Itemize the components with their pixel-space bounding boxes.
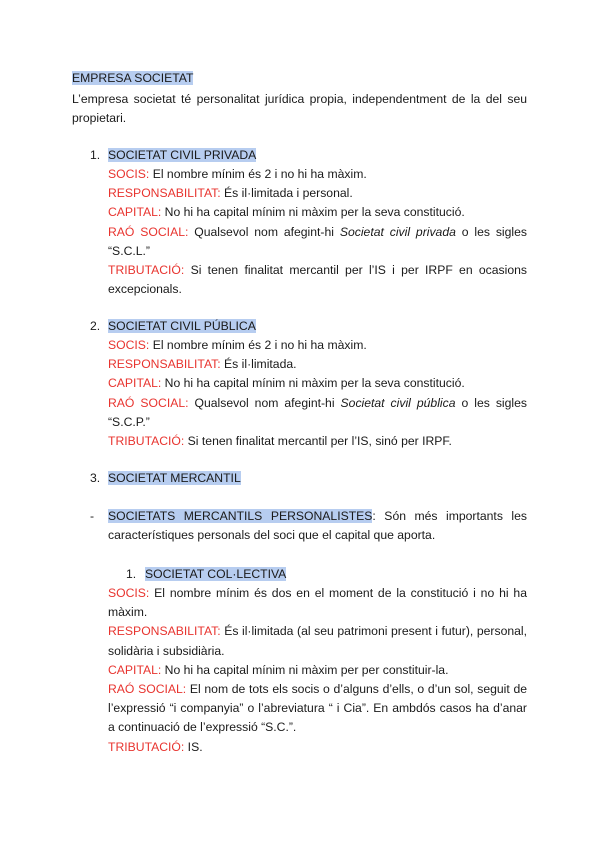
personalistes-heading: SOCIETATS MERCANTILS PERSONALISTES bbox=[108, 509, 373, 523]
socis-label: SOCIS: bbox=[108, 586, 150, 600]
section-1-body bbox=[108, 165, 527, 299]
capital-label: CAPITAL: bbox=[108, 662, 162, 677]
socis-text: El nombre mínim és dos en el moment de la constitució i no hi ha màxim. bbox=[108, 586, 527, 620]
colectiva-resp bbox=[108, 622, 527, 660]
section-1-number: 1. bbox=[90, 148, 101, 162]
rao-label: RAÓ SOCIAL: bbox=[108, 395, 189, 410]
section-2-rao bbox=[108, 394, 527, 432]
section-2-heading bbox=[108, 317, 256, 336]
personalistes-text: : Són més importants les característiques personals del soci que el capital que aporta. bbox=[108, 509, 527, 543]
colectiva-heading-text: SOCIETAT COL·LECTIVA bbox=[145, 567, 287, 581]
section-1-socis bbox=[108, 165, 527, 184]
doc-title bbox=[72, 69, 193, 88]
rao-italic: Societat civil pública bbox=[340, 395, 456, 410]
rao-label: RAÓ SOCIAL: bbox=[108, 682, 187, 697]
capital-label: CAPITAL: bbox=[108, 205, 162, 220]
section-2-capital bbox=[108, 374, 527, 393]
trib-text: Si tenen finalitat mercantil per l’IS, sinó per IRPF. bbox=[184, 434, 452, 449]
colectiva-capital bbox=[108, 661, 527, 680]
section-2-socis bbox=[108, 336, 527, 355]
section-3-heading-text: SOCIETAT MERCANTIL bbox=[108, 471, 241, 485]
trib-text: Si tenen finalitat mercantil per l’IS i per IRPF en ocasions excepcionals. bbox=[108, 263, 527, 297]
colectiva-heading bbox=[145, 565, 286, 584]
personalistes-paragraph bbox=[108, 507, 527, 545]
socis-text: El nombre mínim és 2 i no hi ha màxim. bbox=[149, 338, 367, 352]
resp-label: RESPONSABILITAT: bbox=[108, 186, 221, 201]
personalistes-text-block bbox=[108, 507, 527, 545]
trib-label: TRIBUTACIÓ: bbox=[108, 263, 185, 278]
capital-text: No hi ha capital mínim ni màxim per la seva constitució. bbox=[161, 376, 465, 391]
rao-text: El nom de tots els socis o d’alguns d’ells, o d’un sol, seguit de l’expressió “i companyia” o l’abreviatura “ i Cia”. En ambdós casos ha d’anar a continuació de l’expressió “S.C.”. bbox=[108, 682, 527, 735]
resp-label: RESPONSABILITAT: bbox=[108, 624, 221, 639]
section-1-resp bbox=[108, 184, 527, 203]
section-1-trib bbox=[108, 261, 527, 299]
colectiva-number: 1. bbox=[126, 567, 137, 581]
section-2-trib bbox=[108, 432, 527, 451]
resp-text: És il·limitada i personal. bbox=[220, 186, 353, 201]
socis-text: El nombre mínim és 2 i no hi ha màxim. bbox=[149, 167, 367, 181]
section-1-rao bbox=[108, 223, 527, 261]
section-3-number: 3. bbox=[90, 471, 101, 485]
section-1-heading-text: SOCIETAT CIVIL PRIVADA bbox=[108, 148, 257, 162]
section-2-number: 2. bbox=[90, 319, 101, 333]
colectiva-socis bbox=[108, 584, 527, 622]
section-1-heading bbox=[108, 146, 256, 165]
trib-label: TRIBUTACIÓ: bbox=[108, 434, 185, 449]
doc-title-text: EMPRESA SOCIETAT bbox=[72, 71, 194, 85]
resp-text: És il·limitada (al seu patrimoni present i futur), personal, solidària i subsidiària. bbox=[108, 624, 527, 658]
colectiva-rao bbox=[108, 680, 527, 738]
intro-paragraph bbox=[72, 90, 527, 128]
section-2-heading-text: SOCIETAT CIVIL PÚBLICA bbox=[108, 319, 256, 333]
colectiva-trib bbox=[108, 738, 527, 757]
section-1-capital bbox=[108, 203, 527, 222]
section-3-heading bbox=[108, 469, 241, 488]
resp-text: És il·limitada. bbox=[220, 357, 297, 372]
socis-label: SOCIS: bbox=[108, 338, 150, 352]
socis-label: SOCIS: bbox=[108, 167, 150, 181]
rao-after: o les sigles “S.C.P.” bbox=[108, 395, 527, 429]
capital-label: CAPITAL: bbox=[108, 376, 162, 391]
section-2-body bbox=[108, 336, 527, 451]
resp-label: RESPONSABILITAT: bbox=[108, 357, 221, 372]
capital-text: No hi ha capital mínim ni màxim per per constituir-la. bbox=[161, 662, 449, 677]
rao-italic: Societat civil privada bbox=[339, 224, 456, 239]
rao-label: RAÓ SOCIAL: bbox=[108, 224, 189, 239]
rao-after: o les sigles “S.C.L.” bbox=[108, 224, 527, 258]
personalistes-bullet: - bbox=[90, 509, 95, 523]
trib-label: TRIBUTACIÓ: bbox=[108, 739, 185, 754]
trib-text: IS. bbox=[184, 739, 203, 754]
capital-text: No hi ha capital mínim ni màxim per la seva constitució. bbox=[161, 205, 465, 220]
colectiva-body bbox=[108, 584, 527, 757]
section-2-resp bbox=[108, 355, 527, 374]
intro-text: L’empresa societat té personalitat jurídica propia, independentment de la del seu propietari. bbox=[72, 92, 527, 126]
rao-before: Qualsevol nom afegint-hi bbox=[188, 395, 341, 410]
rao-before: Qualsevol nom afegint-hi bbox=[188, 224, 340, 239]
